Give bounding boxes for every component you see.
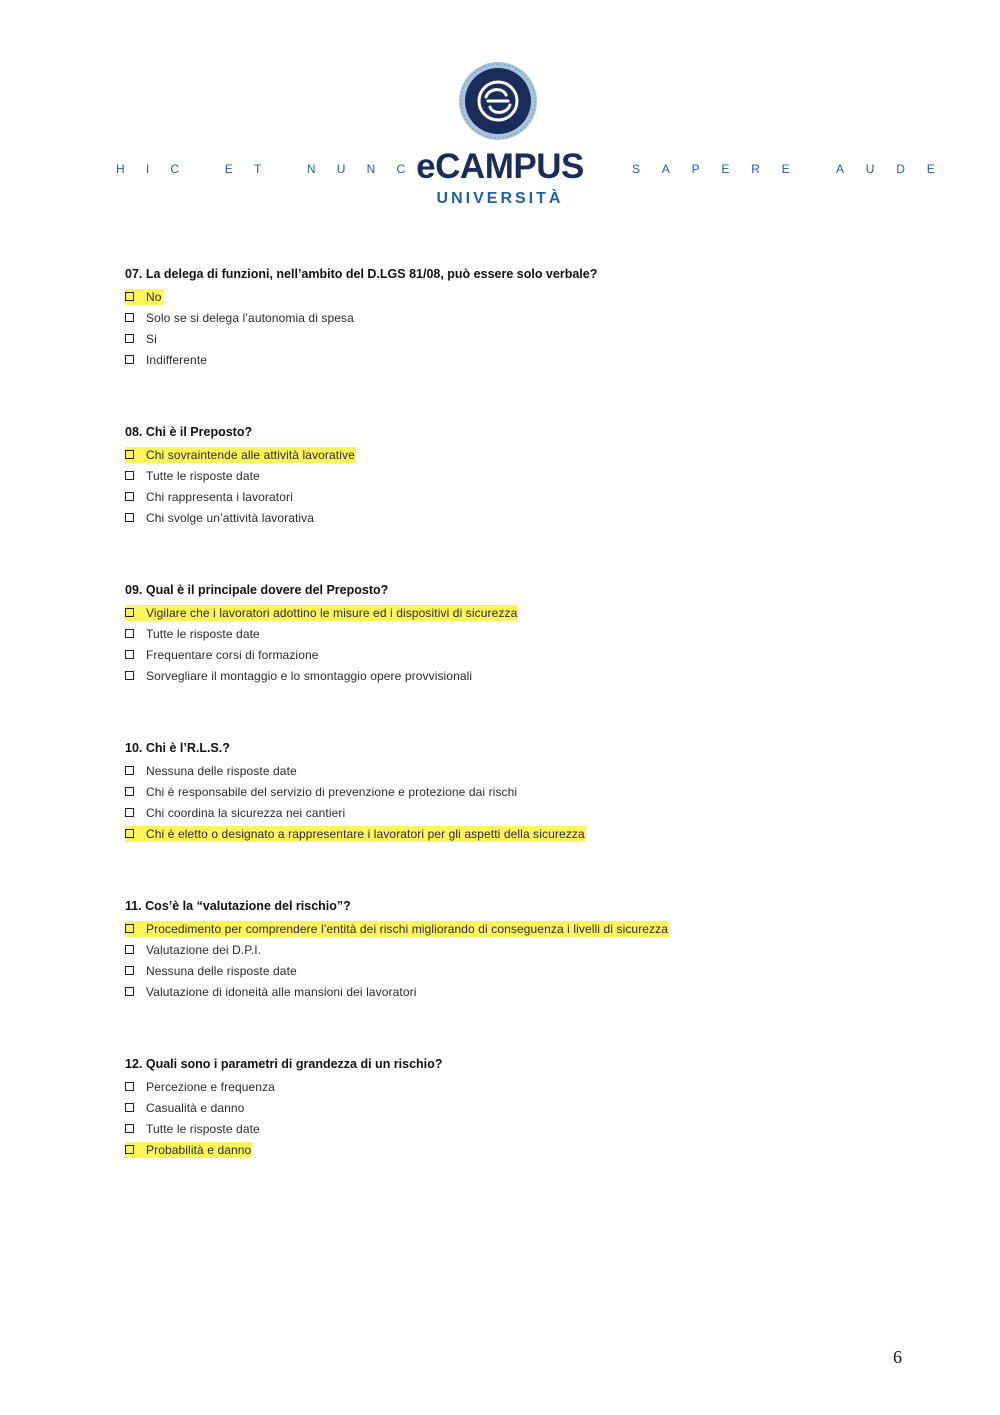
checkbox-icon[interactable] — [125, 829, 134, 838]
motto-right: SAPERE AUDE — [632, 162, 957, 176]
question-title: 11. Cos’è la “valutazione del rischio”? — [125, 899, 351, 913]
checkbox-icon[interactable] — [125, 808, 134, 817]
answer-option[interactable]: Procedimento per comprendere l’entità dei rischi migliorando di conseguenza i livelli di sicurezza — [125, 918, 915, 939]
answer-option[interactable]: Tutte le risposte date — [125, 1118, 915, 1139]
checkbox-icon[interactable] — [125, 334, 134, 343]
checkbox-icon[interactable] — [125, 650, 134, 659]
question-10 — [125, 739, 915, 844]
question-08 — [125, 423, 915, 528]
answer-option[interactable]: Chi è responsabile del servizio di prevenzione e protezione dai rischi — [125, 781, 915, 802]
answer-option[interactable]: Frequentare corsi di formazione — [125, 644, 915, 665]
answer-option[interactable]: Solo se si delega l’autonomia di spesa — [125, 307, 915, 328]
university-emblem-icon — [458, 61, 538, 141]
question-title: 09. Qual è il principale dovere del Preposto? — [125, 583, 389, 597]
checkbox-icon[interactable] — [125, 966, 134, 975]
checkbox-icon[interactable] — [125, 313, 134, 322]
checkbox-icon[interactable] — [125, 355, 134, 364]
answer-option[interactable]: Nessuna delle risposte date — [125, 960, 915, 981]
checkbox-icon[interactable] — [125, 492, 134, 501]
checkbox-icon[interactable] — [125, 1082, 134, 1091]
checkbox-icon[interactable] — [125, 292, 134, 301]
answer-option[interactable]: Chi è eletto o designato a rappresentare i lavoratori per gli aspetti della sicurezza — [125, 823, 915, 844]
page-number: 6 — [893, 1347, 902, 1367]
answer-option[interactable]: Indifferente — [125, 349, 915, 370]
answer-option[interactable]: Tutte le risposte date — [125, 623, 915, 644]
answer-option[interactable]: Casualità e danno — [125, 1097, 915, 1118]
checkbox-icon[interactable] — [125, 766, 134, 775]
answer-option[interactable]: Vigilare che i lavoratori adottino le misure ed i dispositivi di sicurezza — [125, 602, 915, 623]
brand-name: eCAMPUS — [416, 147, 584, 186]
question-title: 10. Chi è l’R.L.S.? — [125, 741, 230, 755]
checkbox-icon[interactable] — [125, 1124, 134, 1133]
question-title: 08. Chi è il Preposto? — [125, 425, 253, 439]
page-header — [0, 0, 1000, 215]
answer-option[interactable]: Tutte le risposte date — [125, 465, 915, 486]
question-09 — [125, 581, 915, 686]
answer-option[interactable]: Valutazione dei D.P.I. — [125, 939, 915, 960]
checkbox-icon[interactable] — [125, 671, 134, 680]
answer-option[interactable]: Probabilità e danno — [125, 1139, 915, 1160]
question-12 — [125, 1055, 915, 1160]
checkbox-icon[interactable] — [125, 987, 134, 996]
quiz-content — [125, 265, 915, 1213]
checkbox-icon[interactable] — [125, 1103, 134, 1112]
answer-option[interactable]: Chi svolge un’attività lavorativa — [125, 507, 915, 528]
answer-option[interactable]: Chi sovraintende alle attività lavorative — [125, 444, 915, 465]
motto-left: HIC ET NUNC — [116, 162, 427, 176]
checkbox-icon[interactable] — [125, 787, 134, 796]
answer-option[interactable]: Nessuna delle risposte date — [125, 760, 915, 781]
checkbox-icon[interactable] — [125, 513, 134, 522]
answer-option[interactable]: Si — [125, 328, 915, 349]
checkbox-icon[interactable] — [125, 629, 134, 638]
answer-option[interactable]: Chi rappresenta i lavoratori — [125, 486, 915, 507]
checkbox-icon[interactable] — [125, 471, 134, 480]
question-title: 07. La delega di funzioni, nell’ambito del D.LGS 81/08, può essere solo verbale? — [125, 267, 598, 281]
brand-subtitle: UNIVERSITÀ — [436, 190, 564, 207]
question-title: 12. Quali sono i parametri di grandezza di un rischio? — [125, 1057, 443, 1071]
checkbox-icon[interactable] — [125, 1145, 134, 1154]
checkbox-icon[interactable] — [125, 608, 134, 617]
question-07 — [125, 265, 915, 370]
answer-option[interactable]: No — [125, 286, 915, 307]
answer-option[interactable]: Sorvegliare il montaggio e lo smontaggio opere provvisionali — [125, 665, 915, 686]
checkbox-icon[interactable] — [125, 945, 134, 954]
answer-option[interactable]: Chi coordina la sicurezza nei cantieri — [125, 802, 915, 823]
answer-option[interactable]: Valutazione di idoneità alle mansioni dei lavoratori — [125, 981, 915, 1002]
question-11 — [125, 897, 915, 1002]
answer-option[interactable]: Percezione e frequenza — [125, 1076, 915, 1097]
checkbox-icon[interactable] — [125, 450, 134, 459]
checkbox-icon[interactable] — [125, 924, 134, 933]
